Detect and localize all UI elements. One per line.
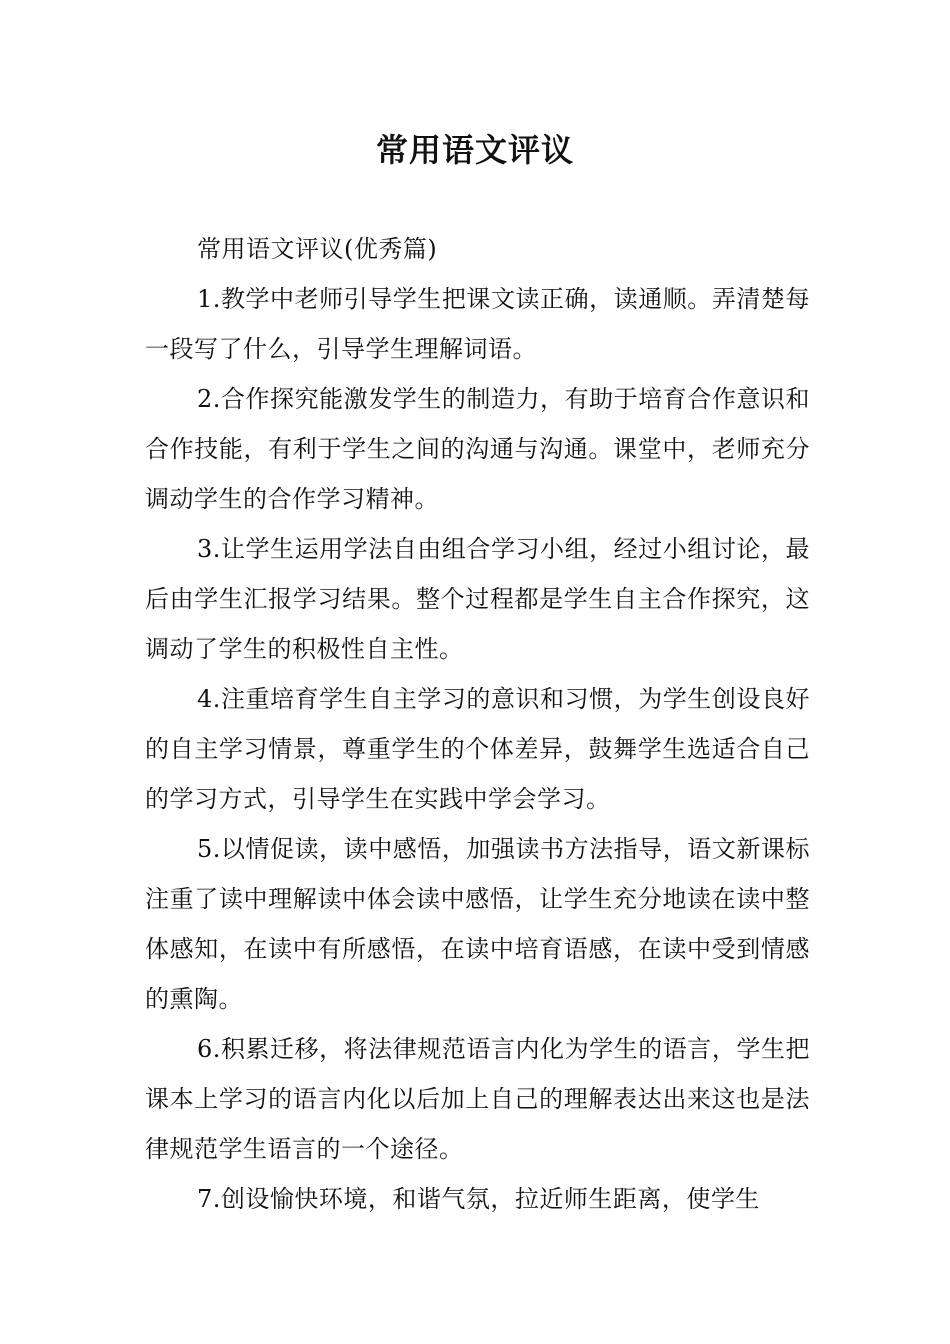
document-body [145,224,810,1224]
document-title: 常用语文评议 [375,131,574,169]
paragraph-4: 4.注重培育学生自主学习的意识和习惯，为学生创设良好的自主学习情景，尊重学生的个体差异，鼓舞学生选适合自己的学习方式，引导学生在实践中学会学习。 [145,685,810,813]
document-subtitle: 常用语文评议(优秀篇) [197,235,438,263]
paragraph-3: 3.让学生运用学法自由组合学习小组，经过小组讨论，最后由学生汇报学习结果。整个过程都是学生自主合作探究，这调动了学生的积极性自主性。 [145,535,810,663]
paragraph-6: 6.积累迁移，将法律规范语言内化为学生的语言，学生把课本上学习的语言内化以后加上自己的理解表达出来这也是法律规范学生语言的一个途径。 [145,1035,810,1163]
paragraph-1: 1.教学中老师引导学生把课文读正确，读通顺。弄清楚每一段写了什么，引导学生理解词语。 [145,285,810,363]
paragraph-2: 2.合作探究能激发学生的制造力，有助于培育合作意识和合作技能，有利于学生之间的沟通与沟通。课堂中，老师充分调动学生的合作学习精神。 [145,385,810,513]
paragraph-7: 7.创设愉快环境，和谐气氛，拉近师生距离，使学生 [197,1185,760,1213]
paragraph-5: 5.以情促读，读中感悟，加强读书方法指导，语文新课标注重了读中理解读中体会读中感悟，让学生充分地读在读中整体感知，在读中有所感悟，在读中培育语感，在读中受到情感的熏陶。 [145,835,810,1013]
